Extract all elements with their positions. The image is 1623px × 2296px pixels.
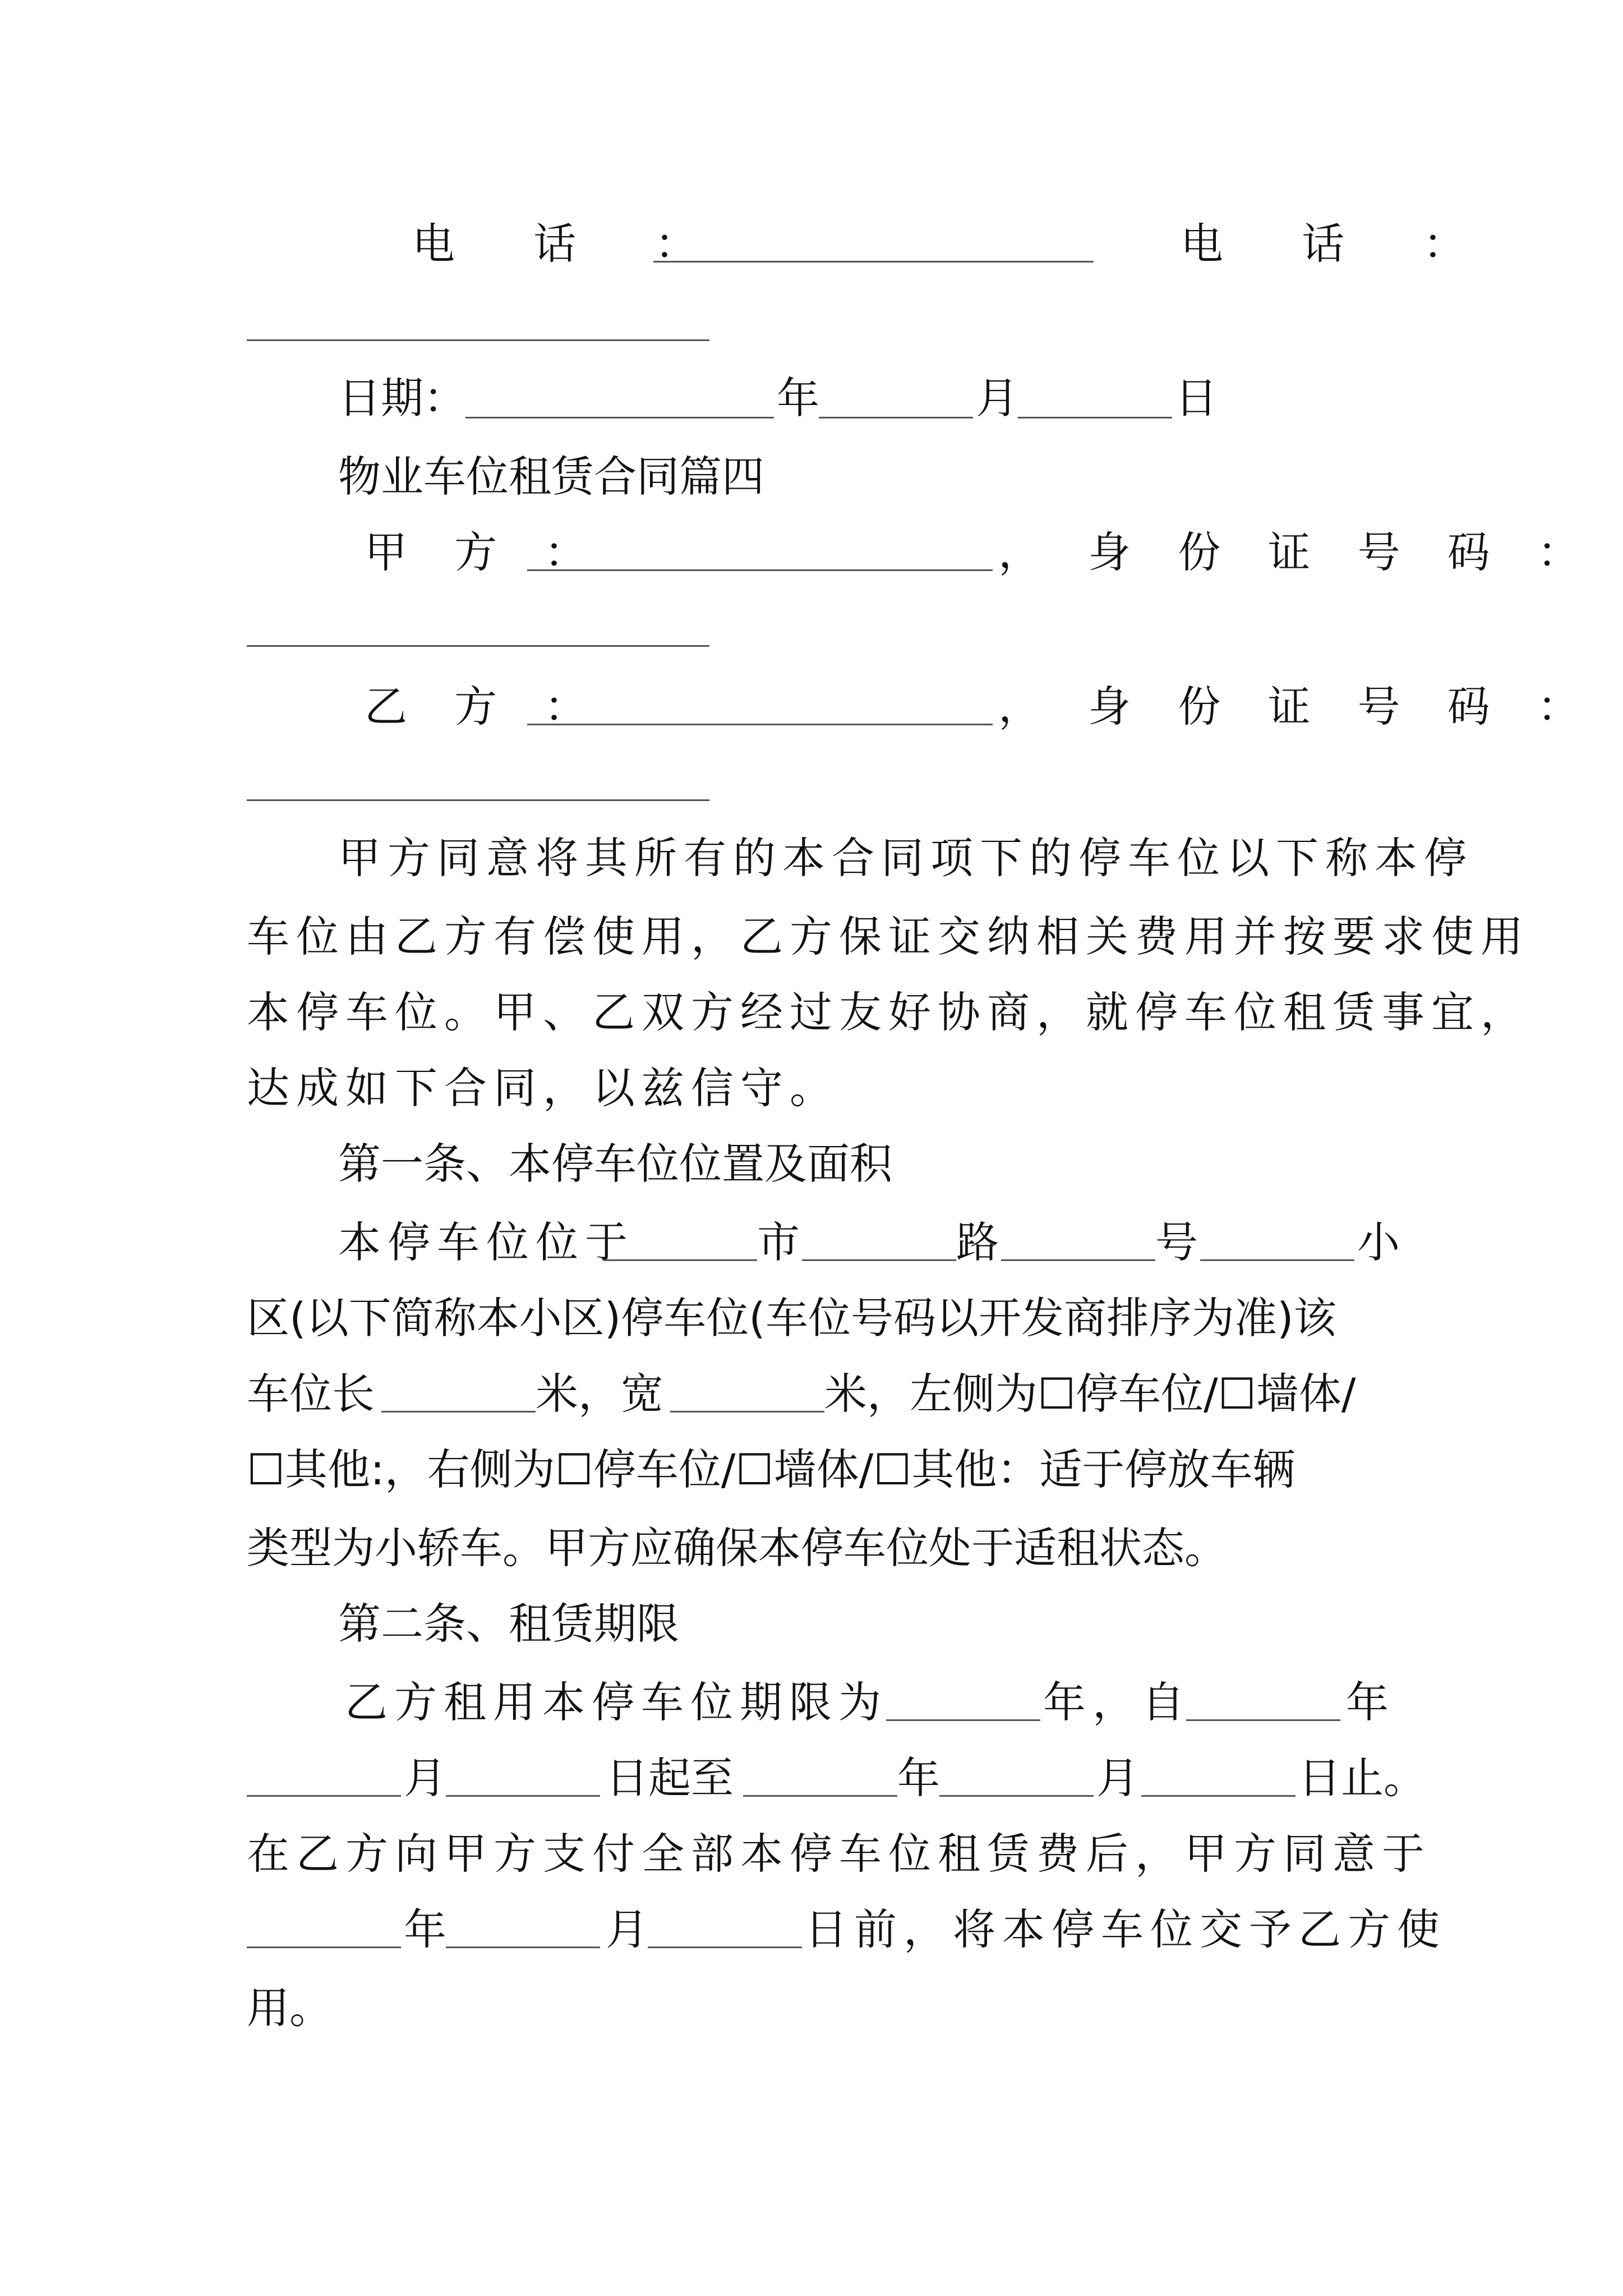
article-1-line-1d: 号 xyxy=(1155,1217,1198,1267)
article-2-line-4b: 月 xyxy=(606,1904,648,1954)
lease-years-field[interactable] xyxy=(886,1719,1040,1721)
article-1-line-3c: 米，左侧为☐停车位/☐墙体/ xyxy=(824,1369,1356,1419)
party-b-id-label: ， 身 份 证 号 码 ： xyxy=(998,682,1597,731)
date-month-label: 月 xyxy=(976,373,1018,423)
intro-line-1: 甲方同意将其所有的本合同项下的停车位以下称本停 xyxy=(338,833,1473,883)
article-2-line-3: 在乙方向甲方支付全部本停车位租赁费后，甲方同意于 xyxy=(247,1829,1431,1879)
article-1-line-1c: 路 xyxy=(956,1217,999,1267)
end-month-field[interactable] xyxy=(939,1795,1094,1797)
date-day-label: 日 xyxy=(1175,373,1218,423)
article-1-line-1a: 本停车位位于 xyxy=(338,1217,634,1267)
start-month-field[interactable] xyxy=(247,1795,401,1797)
article-2-line-1c: 年 xyxy=(1346,1677,1389,1727)
article-1-line-3a: 车位长 xyxy=(247,1369,375,1419)
section-title: 物业车位租赁合同篇四 xyxy=(338,452,764,501)
intro-line-2: 车位由乙方有偿使用，乙方保证交纳相关费用并按要求使用 xyxy=(247,912,1530,961)
handover-year-field[interactable] xyxy=(247,1947,401,1948)
handover-month-field[interactable] xyxy=(446,1947,600,1948)
phone-field-party-b[interactable] xyxy=(247,339,709,341)
intro-line-4: 达成如下合同，以兹信守。 xyxy=(247,1063,839,1113)
article-1-title: 第一条、本停车位位置及面积 xyxy=(338,1139,892,1189)
article-2-line-2a: 月 xyxy=(404,1753,446,1803)
space-width-field[interactable] xyxy=(670,1411,824,1412)
article-1-line-2: 区(以下简称本小区)停车位(车位号码以开发商排序为准)该 xyxy=(247,1293,1336,1343)
road-field[interactable] xyxy=(802,1259,956,1261)
date-year-field[interactable] xyxy=(465,417,774,418)
article-2-line-2e: 日止。 xyxy=(1298,1753,1426,1803)
start-day-field[interactable] xyxy=(446,1795,600,1797)
article-2-line-1b: 年，自 xyxy=(1043,1677,1191,1727)
date-label: 日期： xyxy=(338,373,466,423)
article-1-line-3b: 米，宽 xyxy=(536,1369,663,1419)
party-a-name-field[interactable] xyxy=(527,569,993,571)
party-b-name-field[interactable] xyxy=(527,724,993,725)
space-length-field[interactable] xyxy=(381,1411,536,1412)
number-field[interactable] xyxy=(1001,1259,1155,1261)
end-year-field[interactable] xyxy=(743,1795,897,1797)
article-2-line-1a: 乙方租用本停车位期限为 xyxy=(345,1677,888,1727)
article-2-line-5: 用。 xyxy=(247,1983,332,2033)
article-2-line-2b: 日起至 xyxy=(606,1753,734,1803)
date-month-field[interactable] xyxy=(819,417,973,418)
end-day-field[interactable] xyxy=(1141,1795,1295,1797)
article-2-line-2c: 年 xyxy=(897,1753,940,1803)
party-a-label: 甲 方 ： xyxy=(365,527,604,577)
article-2-line-4a: 年 xyxy=(404,1904,446,1954)
phone-label-party-b: 电 话 ： xyxy=(1181,219,1498,269)
date-day-field[interactable] xyxy=(1018,417,1172,418)
article-1-line-4: ☐其他:，右侧为☐停车位/☐墙体/☐其他：适于停放车辆 xyxy=(247,1444,1295,1494)
article-2-line-2d: 月 xyxy=(1096,1753,1139,1803)
article-1-line-1e: 小 xyxy=(1357,1217,1400,1267)
party-b-id-field[interactable] xyxy=(247,799,709,801)
party-b-label: 乙 方 ： xyxy=(365,682,604,731)
party-a-id-field[interactable] xyxy=(247,645,709,647)
article-1-line-5: 类型为小轿车。甲方应确保本停车位处于适租状态。 xyxy=(247,1523,1227,1573)
community-field[interactable] xyxy=(1200,1259,1354,1261)
article-1-line-1b: 市 xyxy=(757,1217,800,1267)
article-2-line-4c: 日前，将本停车位交予乙方使 xyxy=(805,1904,1446,1954)
city-field[interactable] xyxy=(603,1259,757,1261)
handover-day-field[interactable] xyxy=(648,1947,802,1948)
start-year-field[interactable] xyxy=(1186,1719,1340,1721)
date-year-label: 年 xyxy=(777,373,819,423)
phone-label-party-a: 电 话 ： xyxy=(412,219,730,269)
article-2-title: 第二条、租赁期限 xyxy=(338,1599,679,1649)
phone-field-party-a[interactable] xyxy=(653,261,1094,263)
intro-line-3: 本停车位。甲、乙双方经过友好协商，就停车位租赁事宜， xyxy=(247,987,1530,1037)
party-a-id-label: ， 身 份 证 号 码 ： xyxy=(998,527,1597,577)
